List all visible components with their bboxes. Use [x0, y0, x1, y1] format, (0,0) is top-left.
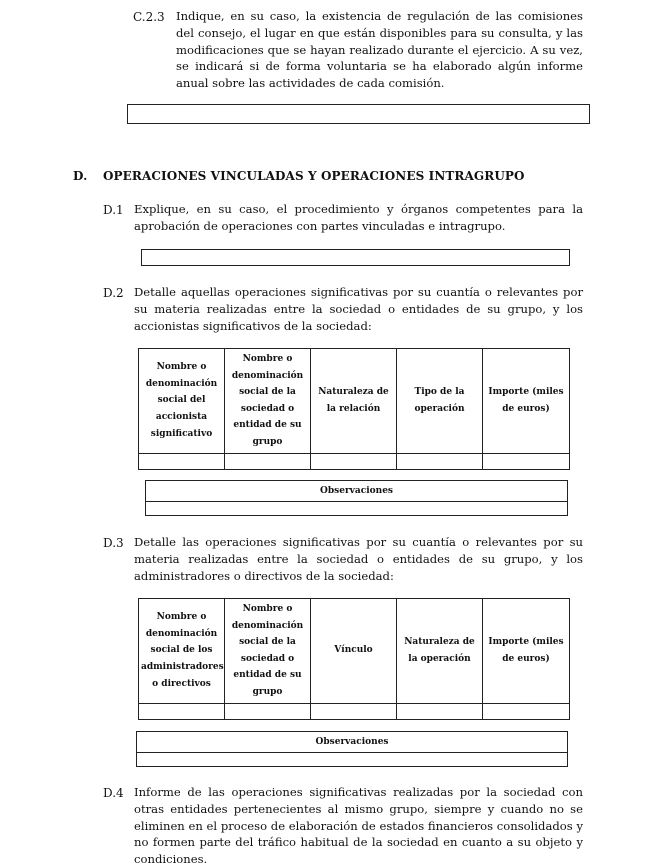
table-cell[interactable]	[397, 453, 483, 469]
observaciones-field[interactable]	[146, 502, 568, 516]
item-text-d1: Explique, en su caso, el procedimiento y órganos competentes para la aprobación de operaciones con partes vinculadas e intragrupo.	[134, 202, 583, 233]
table-header-row	[139, 599, 570, 704]
item-text-d2: Detalle aquellas operaciones significativas por su cuantía o relevantes por su materia realizadas entre la sociedad o entidades de su grupo, y los accionistas significativos de la sociedad:	[134, 285, 583, 333]
item-number-d3: D.3	[103, 536, 124, 550]
column-header: Nombre o denominación social de los administradores o directivos	[139, 599, 225, 704]
column-header: Nombre o denominación social de la sociedad o entidad de su grupo	[225, 349, 311, 454]
table-cell[interactable]	[139, 703, 225, 719]
observaciones-header: Observaciones	[137, 732, 568, 753]
observaciones-header: Observaciones	[146, 481, 568, 502]
table-cell[interactable]	[311, 453, 397, 469]
item-number-d4: D.4	[103, 786, 124, 800]
operations-table-d2	[138, 348, 570, 470]
table-cell[interactable]	[483, 453, 570, 469]
section-letter: D.	[73, 169, 88, 183]
observaciones-table-d2	[145, 480, 568, 516]
column-header: Naturaleza de la operación	[397, 599, 483, 704]
column-header: Tipo de la operación	[397, 349, 483, 454]
column-header: Vínculo	[311, 599, 397, 704]
answer-box-d1[interactable]	[141, 249, 570, 266]
column-header: Importe (miles de euros)	[483, 349, 570, 454]
table-row	[139, 453, 570, 469]
observaciones-table-d3	[136, 731, 568, 767]
observaciones-field[interactable]	[137, 753, 568, 767]
table-cell[interactable]	[397, 703, 483, 719]
item-number-d1: D.1	[103, 203, 124, 217]
table-cell[interactable]	[483, 703, 570, 719]
table-cell[interactable]	[311, 703, 397, 719]
table-header-row	[139, 349, 570, 454]
item-number-c23: C.2.3	[133, 10, 165, 24]
operations-table-d3	[138, 598, 570, 720]
column-header: Importe (miles de euros)	[483, 599, 570, 704]
table-row	[139, 703, 570, 719]
table-cell[interactable]	[225, 703, 311, 719]
table-cell[interactable]	[225, 453, 311, 469]
table-cell[interactable]	[139, 453, 225, 469]
column-header: Naturaleza de la relación	[311, 349, 397, 454]
item-text-c23: Indique, en su caso, la existencia de regulación de las comisiones del consejo, el lugar en que están disponibles para su consulta, y las modificaciones que se hayan realizado durante el ejercicio. A su vez, se indicará si de forma voluntaria se ha elaborado algún informe anual sobre las actividades de cada comisión.	[176, 9, 583, 91]
item-text-d3: Detalle las operaciones significativas por su cuantía o relevantes por su materia realizadas entre la sociedad o entidades de su grupo, y los administradores o directivos de la sociedad:	[134, 535, 583, 583]
section-title: OPERACIONES VINCULADAS Y OPERACIONES INTRAGRUPO	[103, 169, 525, 183]
column-header: Nombre o denominación social del accionista significativo	[139, 349, 225, 454]
item-number-d2: D.2	[103, 286, 124, 300]
column-header: Nombre o denominación social de la sociedad o entidad de su grupo	[225, 599, 311, 704]
item-text-d4: Informe de las operaciones significativas realizadas por la sociedad con otras entidades pertenecientes al mismo grupo, siempre y cuando no se eliminen en el proceso de elaboración de estados financieros consolidados y no formen parte del tráfico habitual de la sociedad en cuanto a su objeto y condiciones.	[134, 785, 583, 867]
answer-box-c23[interactable]	[127, 104, 590, 124]
